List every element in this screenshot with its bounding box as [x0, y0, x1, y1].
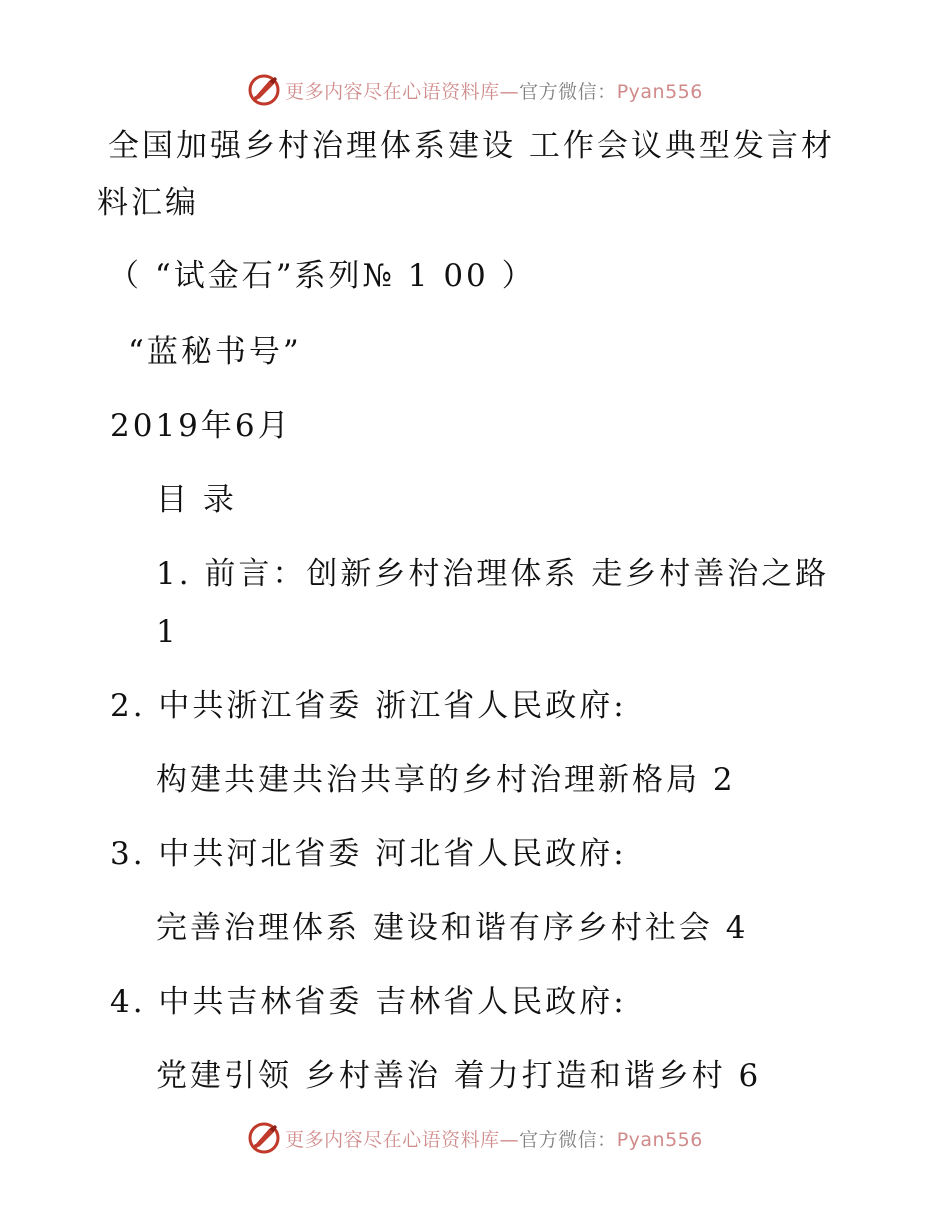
brand-logo-icon [247, 1121, 281, 1155]
toc-item-3: 3. 中共河北省委 河北省人民政府: [110, 836, 627, 872]
toc-heading: 目 录 [156, 482, 237, 518]
watermark-main-text: 更多内容尽在心语资料库 [285, 1128, 500, 1151]
header-watermark [0, 70, 950, 110]
watermark-official-label: 官方微信： [519, 80, 617, 103]
document-publisher: “蓝秘书号” [128, 334, 302, 370]
toc-item-2-detail: 构建共建共治共享的乡村治理新格局 2 [156, 762, 736, 798]
watermark-main-text: 更多内容尽在心语资料库 [285, 80, 500, 103]
watermark-text [285, 1125, 703, 1152]
watermark-dash: — [499, 80, 520, 103]
toc-item-2: 2. 中共浙江省委 浙江省人民政府: [110, 688, 627, 724]
watermark-wechat-id: Pyan556 [616, 80, 703, 103]
footer-watermark [0, 1118, 950, 1158]
document-title-line-1: 全国加强乡村治理体系建设 工作会议典型发言材 [108, 128, 835, 164]
watermark-dash: — [499, 1128, 520, 1151]
document-title-line-2: 料汇编 [97, 185, 199, 221]
watermark-official-label: 官方微信： [519, 1128, 617, 1151]
document-date: 2019年6月 [110, 408, 292, 444]
watermark-text [285, 77, 703, 104]
document-series: （ “试金石”系列№ 1 00 ） [108, 258, 536, 294]
toc-item-4: 4. 中共吉林省委 吉林省人民政府: [110, 984, 627, 1020]
watermark-wechat-id: Pyan556 [616, 1128, 703, 1151]
toc-item-4-detail: 党建引领 乡村善治 着力打造和谐乡村 6 [156, 1058, 762, 1094]
toc-item-3-detail: 完善治理体系 建设和谐有序乡村社会 4 [156, 910, 749, 946]
toc-item-1: 1. 前言：创新乡村治理体系 走乡村善治之路 [156, 556, 830, 592]
brand-logo-icon [247, 73, 281, 107]
toc-item-1-page: 1 [156, 614, 179, 650]
